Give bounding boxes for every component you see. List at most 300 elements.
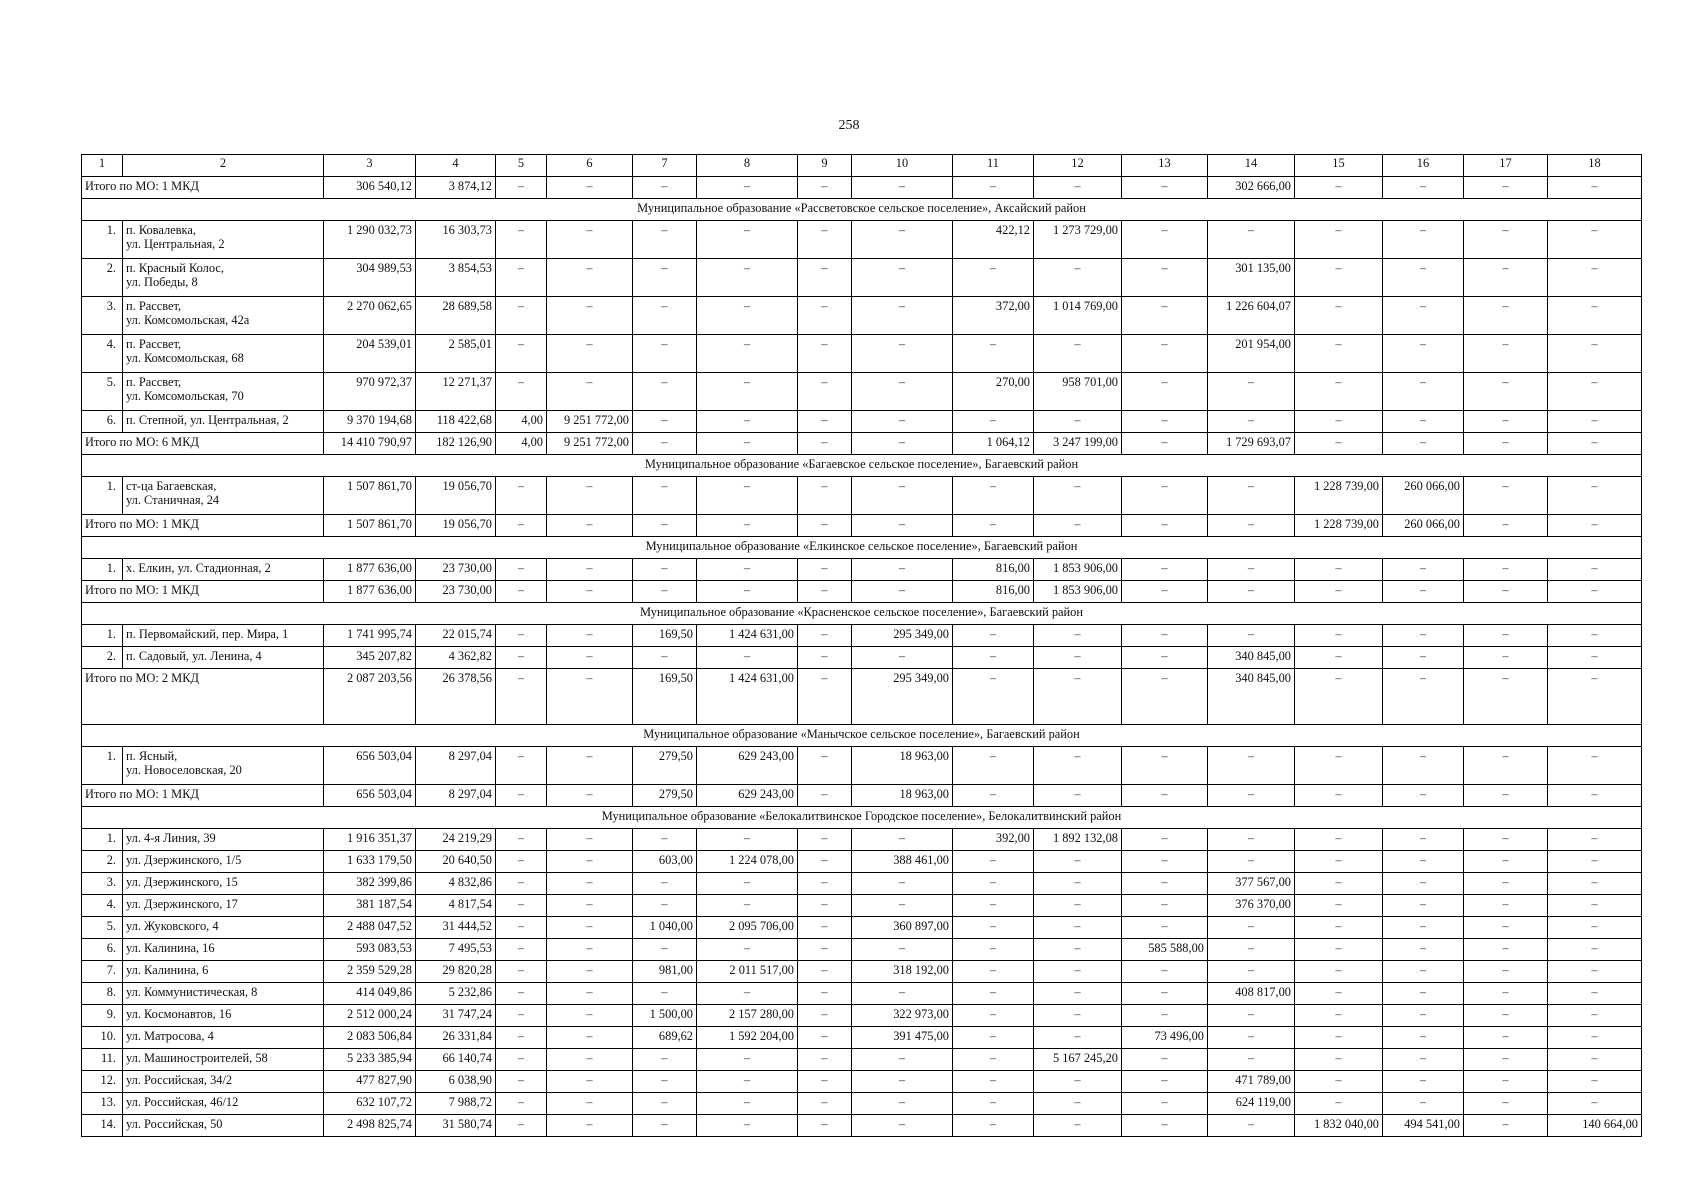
value-cell: 5 232,86 [416, 983, 496, 1005]
empty-value-cell: – [1464, 873, 1548, 895]
value-cell: 2 270 062,65 [324, 297, 416, 335]
empty-value-cell: – [953, 785, 1034, 807]
empty-value-cell: – [798, 515, 852, 537]
table-row [82, 961, 1642, 983]
empty-value-cell: – [1383, 851, 1464, 873]
empty-value-cell: – [496, 669, 547, 725]
value-cell: 3 874,12 [416, 177, 496, 199]
empty-value-cell: – [1295, 961, 1383, 983]
empty-value-cell: – [953, 625, 1034, 647]
empty-value-cell: – [798, 747, 852, 785]
empty-value-cell: – [496, 873, 547, 895]
value-cell: 1 424 631,00 [697, 669, 798, 725]
value-cell: 1 729 693,07 [1208, 433, 1295, 455]
empty-value-cell: – [1295, 1071, 1383, 1093]
empty-value-cell: – [1208, 785, 1295, 807]
column-number-cell: 1 [82, 155, 123, 177]
empty-value-cell: – [1464, 983, 1548, 1005]
address-cell [123, 647, 324, 669]
municipality-section-title: Муниципальное образование «Рассветовское сельское поселение», Аксайский район [82, 199, 1642, 221]
empty-value-cell: – [1208, 625, 1295, 647]
empty-value-cell: – [547, 1049, 633, 1071]
empty-value-cell: – [1122, 669, 1208, 725]
empty-value-cell: – [1464, 895, 1548, 917]
empty-value-cell: – [633, 983, 697, 1005]
empty-value-cell: – [953, 983, 1034, 1005]
row-index: 7. [82, 961, 123, 983]
empty-value-cell: – [852, 515, 953, 537]
empty-value-cell: – [1464, 335, 1548, 373]
column-number-cell: 18 [1548, 155, 1642, 177]
row-index: 3. [82, 873, 123, 895]
value-cell: 4 817,54 [416, 895, 496, 917]
empty-value-cell: – [1548, 785, 1642, 807]
value-cell: 2 512 000,24 [324, 1005, 416, 1027]
row-index: 14. [82, 1115, 123, 1137]
empty-value-cell: – [1464, 221, 1548, 259]
address-line: ул. Станичная, 24 [126, 493, 220, 507]
value-cell: 629 243,00 [697, 785, 798, 807]
table-row [82, 221, 1642, 259]
empty-value-cell: – [852, 1093, 953, 1115]
table-row [82, 335, 1642, 373]
empty-value-cell: – [1548, 851, 1642, 873]
empty-value-cell: – [496, 477, 547, 515]
value-cell: 816,00 [953, 559, 1034, 581]
empty-value-cell: – [1383, 829, 1464, 851]
empty-value-cell: – [547, 259, 633, 297]
empty-value-cell: – [1464, 411, 1548, 433]
empty-value-cell: – [798, 1115, 852, 1137]
empty-value-cell: – [798, 1049, 852, 1071]
municipality-section-title: Муниципальное образование «Елкинское сельское поселение», Багаевский район [82, 537, 1642, 559]
table-row [82, 1049, 1642, 1071]
column-number-cell: 4 [416, 155, 496, 177]
empty-value-cell: – [1034, 1005, 1122, 1027]
value-cell: 1 633 179,50 [324, 851, 416, 873]
empty-value-cell: – [1122, 895, 1208, 917]
empty-value-cell: – [697, 515, 798, 537]
value-cell: 1 507 861,70 [324, 515, 416, 537]
address-line: х. Елкин, ул. Стадионная, 2 [126, 561, 271, 575]
table-row [82, 829, 1642, 851]
address-cell [123, 477, 324, 515]
empty-value-cell: – [798, 917, 852, 939]
address-cell [123, 1049, 324, 1071]
address-cell [123, 873, 324, 895]
row-index: 1. [82, 477, 123, 515]
empty-value-cell: – [1208, 477, 1295, 515]
value-cell: 2 585,01 [416, 335, 496, 373]
empty-value-cell: – [496, 1093, 547, 1115]
address-line: ул. Дзержинского, 15 [126, 875, 238, 889]
empty-value-cell: – [1548, 939, 1642, 961]
total-row [82, 515, 1642, 537]
empty-value-cell: – [1295, 335, 1383, 373]
empty-value-cell: – [547, 939, 633, 961]
address-cell [123, 851, 324, 873]
value-cell: 340 845,00 [1208, 647, 1295, 669]
empty-value-cell: – [496, 1005, 547, 1027]
empty-value-cell: – [496, 221, 547, 259]
empty-value-cell: – [852, 1071, 953, 1093]
empty-value-cell: – [1208, 939, 1295, 961]
address-line: ул. Космонавтов, 16 [126, 1007, 232, 1021]
empty-value-cell: – [1464, 647, 1548, 669]
value-cell: 408 817,00 [1208, 983, 1295, 1005]
empty-value-cell: – [798, 433, 852, 455]
empty-value-cell: – [1548, 829, 1642, 851]
value-cell: 603,00 [633, 851, 697, 873]
empty-value-cell: – [547, 1115, 633, 1137]
empty-value-cell: – [1548, 1071, 1642, 1093]
total-row [82, 581, 1642, 603]
total-label: Итого по МО: 1 МКД [82, 785, 324, 807]
empty-value-cell: – [547, 1027, 633, 1049]
empty-value-cell: – [496, 851, 547, 873]
value-cell: 377 567,00 [1208, 873, 1295, 895]
value-cell: 118 422,68 [416, 411, 496, 433]
empty-value-cell: – [852, 433, 953, 455]
empty-value-cell: – [1295, 851, 1383, 873]
empty-value-cell: – [633, 335, 697, 373]
empty-value-cell: – [1295, 647, 1383, 669]
empty-value-cell: – [1548, 477, 1642, 515]
table-row [82, 1027, 1642, 1049]
empty-value-cell: – [953, 177, 1034, 199]
empty-value-cell: – [1122, 829, 1208, 851]
table-row [82, 983, 1642, 1005]
empty-value-cell: – [798, 851, 852, 873]
value-cell: 1 892 132,08 [1034, 829, 1122, 851]
value-cell: 18 963,00 [852, 747, 953, 785]
empty-value-cell: – [1295, 669, 1383, 725]
empty-value-cell: – [633, 221, 697, 259]
empty-value-cell: – [1383, 1093, 1464, 1115]
address-line: ул. Калинина, 16 [126, 941, 215, 955]
value-cell: 302 666,00 [1208, 177, 1295, 199]
empty-value-cell: – [852, 939, 953, 961]
value-cell: 6 038,90 [416, 1071, 496, 1093]
value-cell: 31 444,52 [416, 917, 496, 939]
value-cell: 632 107,72 [324, 1093, 416, 1115]
empty-value-cell: – [1122, 1115, 1208, 1137]
empty-value-cell: – [852, 297, 953, 335]
empty-value-cell: – [852, 1049, 953, 1071]
empty-value-cell: – [1208, 829, 1295, 851]
value-cell: 140 664,00 [1548, 1115, 1642, 1137]
column-number-cell: 5 [496, 155, 547, 177]
table-row [82, 1115, 1642, 1137]
empty-value-cell: – [1548, 259, 1642, 297]
empty-value-cell: – [1383, 433, 1464, 455]
section-header-row [82, 455, 1642, 477]
address-line: ул. 4-я Линия, 39 [126, 831, 216, 845]
address-cell [123, 1093, 324, 1115]
value-cell: 345 207,82 [324, 647, 416, 669]
empty-value-cell: – [1464, 177, 1548, 199]
value-cell: 304 989,53 [324, 259, 416, 297]
empty-value-cell: – [547, 1005, 633, 1027]
empty-value-cell: – [1464, 1027, 1548, 1049]
empty-value-cell: – [798, 895, 852, 917]
page-number: 258 [838, 118, 860, 133]
total-label: Итого по МО: 1 МКД [82, 177, 324, 199]
empty-value-cell: – [633, 433, 697, 455]
empty-value-cell: – [1383, 335, 1464, 373]
empty-value-cell: – [633, 477, 697, 515]
column-number-cell: 11 [953, 155, 1034, 177]
value-cell: 494 541,00 [1383, 1115, 1464, 1137]
value-cell: 2 157 280,00 [697, 1005, 798, 1027]
empty-value-cell: – [1548, 647, 1642, 669]
empty-value-cell: – [1122, 961, 1208, 983]
row-index: 10. [82, 1027, 123, 1049]
empty-value-cell: – [798, 961, 852, 983]
empty-value-cell: – [547, 917, 633, 939]
value-cell: 656 503,04 [324, 785, 416, 807]
empty-value-cell: – [633, 647, 697, 669]
empty-value-cell: – [1548, 1005, 1642, 1027]
empty-value-cell: – [1464, 515, 1548, 537]
empty-value-cell: – [1548, 177, 1642, 199]
municipality-section-title: Муниципальное образование «Белокалитвинское Городское поселение», Белокалитвинский район [82, 807, 1642, 829]
table-row [82, 895, 1642, 917]
empty-value-cell: – [1383, 647, 1464, 669]
address-line: ул. Новоселовская, 20 [126, 763, 242, 777]
empty-value-cell: – [547, 559, 633, 581]
value-cell: 1 228 739,00 [1295, 477, 1383, 515]
empty-value-cell: – [496, 939, 547, 961]
empty-value-cell: – [1548, 373, 1642, 411]
address-line: ул. Победы, 8 [126, 275, 198, 289]
empty-value-cell: – [496, 177, 547, 199]
address-line: ул. Калинина, 6 [126, 963, 209, 977]
empty-value-cell: – [1122, 477, 1208, 515]
empty-value-cell: – [697, 873, 798, 895]
address-line: п. Ковалевка, [126, 223, 196, 237]
empty-value-cell: – [1464, 1049, 1548, 1071]
empty-value-cell: – [633, 1115, 697, 1137]
address-cell [123, 917, 324, 939]
value-cell: 1 290 032,73 [324, 221, 416, 259]
empty-value-cell: – [547, 647, 633, 669]
empty-value-cell: – [1383, 785, 1464, 807]
value-cell: 1 916 351,37 [324, 829, 416, 851]
empty-value-cell: – [1208, 851, 1295, 873]
empty-value-cell: – [496, 259, 547, 297]
empty-value-cell: – [852, 873, 953, 895]
value-cell: 2 488 047,52 [324, 917, 416, 939]
table-row [82, 1071, 1642, 1093]
value-cell: 5 167 245,20 [1034, 1049, 1122, 1071]
empty-value-cell: – [798, 1093, 852, 1115]
value-cell: 1 877 636,00 [324, 559, 416, 581]
value-cell: 1 064,12 [953, 433, 1034, 455]
empty-value-cell: – [496, 785, 547, 807]
empty-value-cell: – [1034, 851, 1122, 873]
empty-value-cell: – [697, 1093, 798, 1115]
value-cell: 1 424 631,00 [697, 625, 798, 647]
value-cell: 8 297,04 [416, 785, 496, 807]
empty-value-cell: – [1122, 851, 1208, 873]
value-cell: 2 087 203,56 [324, 669, 416, 725]
empty-value-cell: – [697, 335, 798, 373]
value-cell: 8 297,04 [416, 747, 496, 785]
empty-value-cell: – [1383, 895, 1464, 917]
empty-value-cell: – [1464, 559, 1548, 581]
empty-value-cell: – [697, 829, 798, 851]
empty-value-cell: – [1122, 373, 1208, 411]
empty-value-cell: – [1464, 917, 1548, 939]
empty-value-cell: – [697, 1115, 798, 1137]
empty-value-cell: – [1122, 1093, 1208, 1115]
empty-value-cell: – [697, 1071, 798, 1093]
value-cell: 31 747,24 [416, 1005, 496, 1027]
empty-value-cell: – [1464, 1115, 1548, 1137]
address-cell [123, 961, 324, 983]
empty-value-cell: – [547, 873, 633, 895]
value-cell: 23 730,00 [416, 559, 496, 581]
empty-value-cell: – [798, 873, 852, 895]
section-header-row [82, 725, 1642, 747]
empty-value-cell: – [547, 829, 633, 851]
empty-value-cell: – [697, 373, 798, 411]
empty-value-cell: – [953, 515, 1034, 537]
empty-value-cell: – [496, 917, 547, 939]
empty-value-cell: – [633, 939, 697, 961]
value-cell: 4,00 [496, 433, 547, 455]
empty-value-cell: – [547, 669, 633, 725]
empty-value-cell: – [633, 559, 697, 581]
address-line: п. Первомайский, пер. Мира, 1 [126, 627, 289, 641]
address-line: ул. Российская, 34/2 [126, 1073, 233, 1087]
empty-value-cell: – [798, 411, 852, 433]
value-cell: 66 140,74 [416, 1049, 496, 1071]
data-table [81, 154, 1642, 1137]
empty-value-cell: – [1383, 625, 1464, 647]
empty-value-cell: – [1383, 939, 1464, 961]
value-cell: 656 503,04 [324, 747, 416, 785]
empty-value-cell: – [1034, 747, 1122, 785]
empty-value-cell: – [633, 411, 697, 433]
empty-value-cell: – [852, 373, 953, 411]
empty-value-cell: – [852, 259, 953, 297]
empty-value-cell: – [1295, 259, 1383, 297]
address-cell [123, 411, 324, 433]
empty-value-cell: – [953, 895, 1034, 917]
value-cell: 593 083,53 [324, 939, 416, 961]
empty-value-cell: – [697, 259, 798, 297]
empty-value-cell: – [1383, 917, 1464, 939]
empty-value-cell: – [852, 983, 953, 1005]
empty-value-cell: – [1122, 559, 1208, 581]
value-cell: 2 359 529,28 [324, 961, 416, 983]
empty-value-cell: – [633, 177, 697, 199]
empty-value-cell: – [1208, 515, 1295, 537]
address-line: ул. Жуковского, 4 [126, 919, 219, 933]
value-cell: 1 228 739,00 [1295, 515, 1383, 537]
address-cell [123, 259, 324, 297]
total-row [82, 433, 1642, 455]
table-row [82, 259, 1642, 297]
empty-value-cell: – [1383, 873, 1464, 895]
row-index: 5. [82, 373, 123, 411]
column-number-cell: 9 [798, 155, 852, 177]
empty-value-cell: – [1383, 1049, 1464, 1071]
empty-value-cell: – [633, 873, 697, 895]
empty-value-cell: – [1122, 433, 1208, 455]
empty-value-cell: – [1122, 983, 1208, 1005]
empty-value-cell: – [496, 647, 547, 669]
empty-value-cell: – [1295, 581, 1383, 603]
address-cell [123, 1005, 324, 1027]
empty-value-cell: – [1034, 669, 1122, 725]
value-cell: 26 378,56 [416, 669, 496, 725]
empty-value-cell: – [697, 433, 798, 455]
address-cell [123, 983, 324, 1005]
value-cell: 26 331,84 [416, 1027, 496, 1049]
empty-value-cell: – [1464, 433, 1548, 455]
empty-value-cell: – [953, 1115, 1034, 1137]
empty-value-cell: – [1295, 785, 1383, 807]
empty-value-cell: – [1295, 433, 1383, 455]
address-line: ул. Машиностроителей, 58 [126, 1051, 268, 1065]
empty-value-cell: – [1383, 373, 1464, 411]
column-number-cell: 10 [852, 155, 953, 177]
value-cell: 204 539,01 [324, 335, 416, 373]
empty-value-cell: – [798, 259, 852, 297]
column-number-cell: 15 [1295, 155, 1383, 177]
empty-value-cell: – [633, 1049, 697, 1071]
empty-value-cell: – [1548, 747, 1642, 785]
empty-value-cell: – [1383, 581, 1464, 603]
empty-value-cell: – [953, 747, 1034, 785]
column-number-cell: 13 [1122, 155, 1208, 177]
value-cell: 360 897,00 [852, 917, 953, 939]
empty-value-cell: – [1295, 373, 1383, 411]
empty-value-cell: – [1383, 259, 1464, 297]
empty-value-cell: – [1464, 829, 1548, 851]
value-cell: 306 540,12 [324, 177, 416, 199]
value-cell: 4 832,86 [416, 873, 496, 895]
empty-value-cell: – [1295, 917, 1383, 939]
empty-value-cell: – [798, 581, 852, 603]
empty-value-cell: – [1034, 983, 1122, 1005]
empty-value-cell: – [953, 873, 1034, 895]
empty-value-cell: – [1464, 625, 1548, 647]
row-index: 4. [82, 335, 123, 373]
empty-value-cell: – [798, 559, 852, 581]
empty-value-cell: – [697, 895, 798, 917]
row-index: 1. [82, 625, 123, 647]
empty-value-cell: – [953, 917, 1034, 939]
column-number-cell: 12 [1034, 155, 1122, 177]
value-cell: 201 954,00 [1208, 335, 1295, 373]
empty-value-cell: – [547, 1071, 633, 1093]
value-cell: 23 730,00 [416, 581, 496, 603]
empty-value-cell: – [1464, 961, 1548, 983]
empty-value-cell: – [1383, 559, 1464, 581]
value-cell: 471 789,00 [1208, 1071, 1295, 1093]
value-cell: 414 049,86 [324, 983, 416, 1005]
empty-value-cell: – [1122, 873, 1208, 895]
value-cell: 19 056,70 [416, 477, 496, 515]
value-cell: 958 701,00 [1034, 373, 1122, 411]
value-cell: 182 126,90 [416, 433, 496, 455]
empty-value-cell: – [1383, 221, 1464, 259]
empty-value-cell: – [852, 177, 953, 199]
